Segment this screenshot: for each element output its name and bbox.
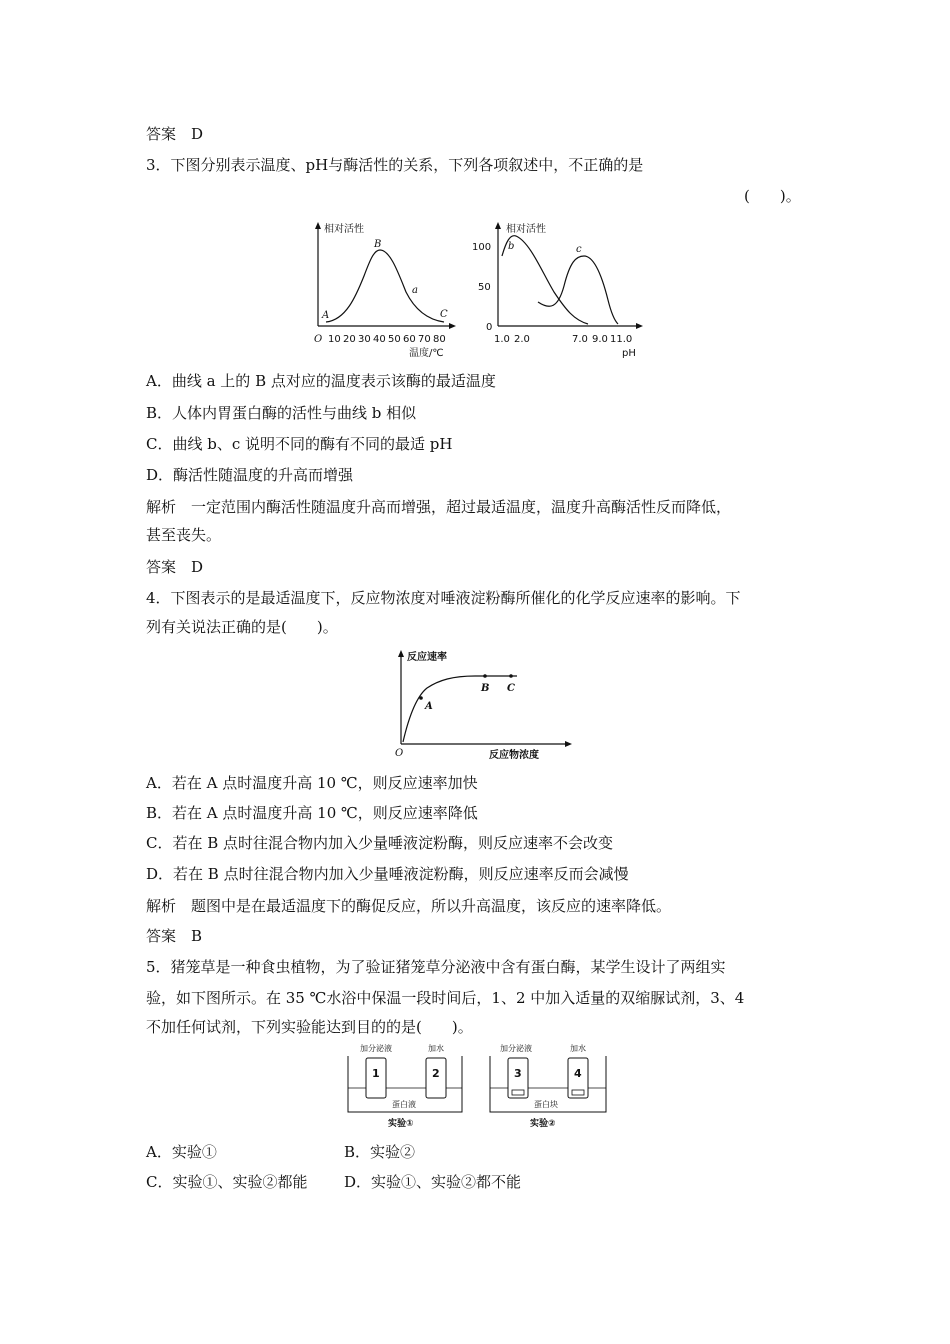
x-tick-0: 10 <box>328 334 341 345</box>
tube-4-label: 4 <box>574 1067 582 1080</box>
y-axis-arrow <box>315 222 321 229</box>
question-5-stem-2: 验，如下图所示。在 35 ℃水浴中保温一段时间后，1、2 中加入适量的双缩脲试剂，3、4 <box>146 989 745 1007</box>
question-5-stem-3: 不加任何试剂，下列实验能达到目的的是( )。 <box>146 1018 473 1036</box>
point-b-label: B <box>374 239 382 250</box>
curve-a-label: a <box>412 285 418 296</box>
q3-figure <box>306 216 656 361</box>
point-c-label: C <box>440 309 448 320</box>
option-a: A．实验① <box>146 1143 217 1161</box>
add-secretion-label: 加分泌液 <box>500 1044 532 1053</box>
y-tick-50: 50 <box>478 282 491 293</box>
experiment-2 <box>490 1043 606 1129</box>
y-axis-arrow <box>398 650 404 657</box>
point-c-label: C <box>507 683 515 694</box>
protein-block-4 <box>572 1090 584 1095</box>
option-d: D．实验①、实验②都不能 <box>344 1173 522 1191</box>
question-4-stem-1: 4．下图表示的是最适温度下，反应物浓度对唾液淀粉酶所催化的化学反应速率的影响。下 <box>146 589 741 607</box>
point-b <box>483 674 487 678</box>
x-axis-label: 反应物浓度 <box>489 750 539 761</box>
protein-block-3 <box>512 1090 524 1095</box>
x-tick-0: 1.0 <box>494 334 510 345</box>
option-d: D．若在 B 点时往混合物内加入少量唾液淀粉酶，则反应速率反而会减慢 <box>146 865 629 883</box>
x-axis-arrow <box>449 323 456 329</box>
experiment-2-caption: 实验② <box>530 1119 556 1129</box>
add-water-label: 加水 <box>570 1044 586 1053</box>
x-tick-4: 50 <box>388 334 401 345</box>
option-a: A．曲线 a 上的 B 点对应的温度表示该酶的最适温度 <box>146 372 496 390</box>
rate-curve <box>403 676 517 742</box>
point-a-label: A <box>322 310 330 321</box>
curve-b-label: b <box>508 241 515 252</box>
x-tick-4: 11.0 <box>610 334 633 345</box>
x-tick-1: 2.0 <box>514 334 530 345</box>
analysis-line-2: 甚至丧失。 <box>146 526 222 544</box>
answer-line: 答案 D <box>146 558 204 576</box>
experiment-1 <box>348 1043 462 1129</box>
x-tick-3: 9.0 <box>592 334 608 345</box>
question-4-stem-2: 列有关说法正确的是( )。 <box>146 618 338 636</box>
x-axis-label: 温度/℃ <box>409 348 444 359</box>
curve-c <box>538 256 618 324</box>
answer-line: 答案 D <box>146 125 204 143</box>
temperature-activity-chart <box>314 222 456 359</box>
x-tick-7: 80 <box>433 334 446 345</box>
x-tick-6: 70 <box>418 334 431 345</box>
option-c: C．曲线 b、c 说明不同的酶有不同的最适 pH <box>146 435 453 453</box>
experiment-1-caption: 实验① <box>388 1119 414 1129</box>
q4-figure <box>385 646 575 764</box>
question-5-stem-1: 5．猪笼草是一种食虫植物，为了验证猪笼草分泌液中含有蛋白酶，某学生设计了两组实 <box>146 958 726 976</box>
curve-a <box>326 250 444 322</box>
origin-label: O <box>314 334 323 345</box>
x-axis-arrow <box>565 741 572 747</box>
x-tick-3: 40 <box>373 334 386 345</box>
x-tick-5: 60 <box>403 334 416 345</box>
y-tick-0: 0 <box>486 322 493 333</box>
option-c: C．若在 B 点时往混合物内加入少量唾液淀粉酶，则反应速率不会改变 <box>146 834 614 852</box>
protein-solution-label: 蛋白液 <box>392 1100 416 1109</box>
y-axis-label: 相对活性 <box>506 224 546 235</box>
add-secretion-label: 加分泌液 <box>360 1044 392 1053</box>
y-axis-label: 反应速率 <box>407 652 447 663</box>
curve-c-label: c <box>576 244 582 255</box>
analysis-line-1: 解析 一定范围内酶活性随温度升高而增强，超过最适温度，温度升高酶活性反而降低， <box>146 498 732 516</box>
protein-block-label: 蛋白块 <box>534 1100 558 1109</box>
point-c <box>509 674 513 678</box>
add-water-label: 加水 <box>428 1044 444 1053</box>
x-axis-label: pH <box>622 348 636 359</box>
answer-blank: ( )。 <box>744 187 801 205</box>
x-tick-1: 20 <box>343 334 356 345</box>
y-tick-100: 100 <box>472 242 492 253</box>
option-b: B．实验② <box>344 1143 416 1161</box>
x-tick-2: 30 <box>358 334 371 345</box>
option-b: B．人体内胃蛋白酶的活性与曲线 b 相似 <box>146 404 417 422</box>
option-d: D．酶活性随温度的升高而增强 <box>146 466 354 484</box>
y-axis-arrow <box>495 222 501 229</box>
origin-label: O <box>395 748 404 759</box>
question-3-stem: 3．下图分别表示温度、pH与酶活性的关系，下列各项叙述中，不正确的是 <box>146 156 644 174</box>
point-b-label: B <box>481 683 490 694</box>
option-c: C．实验①、实验②都能 <box>146 1173 308 1191</box>
answer-line: 答案 B <box>146 927 203 945</box>
x-axis-arrow <box>636 323 643 329</box>
analysis-line: 解析 题图中是在最适温度下的酶促反应，所以升高温度，该反应的速率降低。 <box>146 897 672 915</box>
tube-1-label: 1 <box>372 1067 380 1080</box>
tube-3-label: 3 <box>514 1067 522 1080</box>
x-tick-2: 7.0 <box>572 334 588 345</box>
tube-2-label: 2 <box>432 1067 440 1080</box>
option-b: B．若在 A 点时温度升高 10 ℃，则反应速率降低 <box>146 804 478 822</box>
option-a: A．若在 A 点时温度升高 10 ℃，则反应速率加快 <box>146 774 478 792</box>
y-axis-label: 相对活性 <box>324 224 364 235</box>
point-a <box>419 696 423 700</box>
q5-figure <box>340 1040 620 1132</box>
ph-activity-chart <box>472 222 643 359</box>
point-a-label: A <box>425 701 433 712</box>
